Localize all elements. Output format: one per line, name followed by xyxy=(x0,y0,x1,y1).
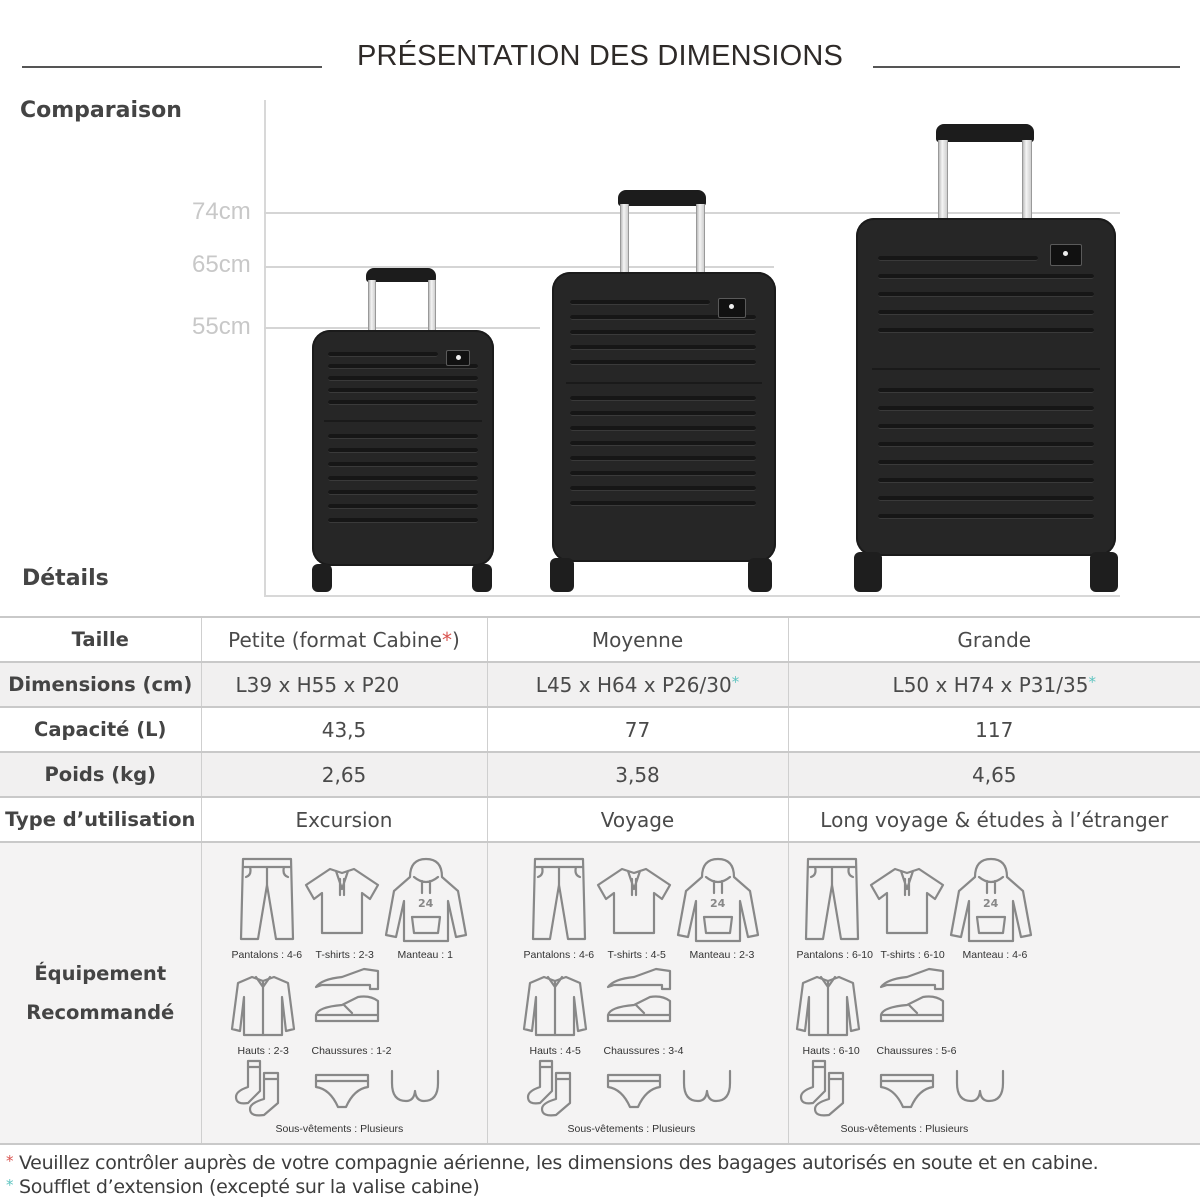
cell-size-large: Grande xyxy=(788,617,1200,662)
brand-badge-icon xyxy=(1050,244,1082,266)
label-shoes: Chaussures : 1-2 xyxy=(311,1045,392,1057)
hoodie-icon xyxy=(676,857,760,950)
title-divider-right xyxy=(873,66,1180,68)
label-tops: Hauts : 4-5 xyxy=(529,1045,581,1057)
label-underwear: Sous-vêtements : Plusieurs xyxy=(840,1123,969,1135)
label-tops: Hauts : 2-3 xyxy=(237,1045,289,1057)
equipment-cell-large xyxy=(788,842,1200,1144)
label-tshirts: T-shirts : 6-10 xyxy=(880,949,945,961)
suitcase-small-image xyxy=(308,266,498,596)
cell-usage-large: Long voyage & études à l’étranger xyxy=(788,797,1200,842)
shoes-icon xyxy=(877,967,947,1034)
tshirt-icon xyxy=(594,865,674,942)
cell-dimensions-large: L50 x H74 x P31/35* xyxy=(788,662,1200,707)
wheel-icon xyxy=(748,558,772,592)
asterisk-teal: * xyxy=(731,672,740,691)
briefs-icon xyxy=(606,1071,662,1116)
shirt-icon xyxy=(795,973,861,1042)
label-underwear: Sous-vêtements : Plusieurs xyxy=(567,1123,696,1135)
row-header-size: Taille xyxy=(0,617,201,662)
socks-icon xyxy=(799,1059,855,1122)
cell-capacity-small: 43,5 xyxy=(201,707,487,752)
row-header-usage: Type d’utilisation xyxy=(0,797,201,842)
equipment-cell-small xyxy=(201,842,487,1144)
label-tops: Hauts : 6-10 xyxy=(802,1045,860,1057)
wheel-icon xyxy=(472,564,492,592)
cell-capacity-medium: 77 xyxy=(487,707,788,752)
label-pants: Pantalons : 4-6 xyxy=(231,949,303,961)
section-label-comparison: Comparaison xyxy=(20,98,182,123)
asterisk-red: * xyxy=(6,1152,14,1170)
table-row-weight xyxy=(0,752,1200,797)
cell-capacity-large: 117 xyxy=(788,707,1200,752)
cell-dimensions-small: L39 x H55 x P20 xyxy=(201,662,487,707)
suitcase-pole xyxy=(620,204,629,274)
label-tshirts: T-shirts : 4-5 xyxy=(607,949,666,961)
label-coat: Manteau : 4-6 xyxy=(962,949,1028,961)
pants-icon xyxy=(803,855,861,948)
svg-text:24: 24 xyxy=(709,897,725,910)
cell-size-small: Petite (format Cabine*) xyxy=(201,617,487,662)
suitcase-handle xyxy=(936,124,1034,142)
row-header-equipment xyxy=(0,842,201,1144)
hoodie-icon xyxy=(949,857,1033,950)
suitcase-pole xyxy=(938,140,948,220)
specifications-table xyxy=(0,616,1200,1145)
footnote-text-1: Veuillez contrôler auprès de votre compagnie aérienne, les dimensions des bagages autorisés en soute et en cabine. xyxy=(18,1152,1099,1174)
cell-weight-medium: 3,58 xyxy=(487,752,788,797)
label-pants: Pantalons : 6-10 xyxy=(796,949,873,961)
label-coat: Manteau : 1 xyxy=(397,949,453,961)
tshirt-icon xyxy=(302,865,382,942)
equipment-cell-medium xyxy=(487,842,788,1144)
bra-icon xyxy=(388,1069,442,1110)
briefs-icon xyxy=(314,1071,370,1116)
suitcase-body xyxy=(312,330,494,566)
row-header-weight: Poids (kg) xyxy=(0,752,201,797)
socks-icon xyxy=(234,1059,290,1122)
suitcase-pole xyxy=(368,280,376,332)
table-row-size xyxy=(0,617,1200,662)
label-pants: Pantalons : 4-6 xyxy=(523,949,595,961)
asterisk-teal: * xyxy=(1088,672,1096,691)
suitcase-body xyxy=(552,272,776,562)
label-underwear: Sous-vêtements : Plusieurs xyxy=(275,1123,404,1135)
socks-icon xyxy=(526,1059,582,1122)
title-row xyxy=(0,36,1200,80)
table-row-dimensions xyxy=(0,662,1200,707)
chart-vertical-axis xyxy=(264,100,266,596)
label-coat: Manteau : 2-3 xyxy=(689,949,755,961)
footnote-airline-check xyxy=(6,1152,1098,1174)
suitcase-handle xyxy=(618,190,706,206)
brand-badge-icon xyxy=(446,350,470,366)
svg-text:24: 24 xyxy=(982,897,998,910)
table-row-equipment xyxy=(0,842,1200,1144)
tshirt-icon xyxy=(867,865,947,942)
row-header-dimensions: Dimensions (cm) xyxy=(0,662,201,707)
footnote-expansion xyxy=(6,1176,479,1198)
suitcase-body xyxy=(856,218,1116,556)
shirt-icon xyxy=(230,973,296,1042)
wheel-icon xyxy=(1090,552,1118,592)
cell-weight-large: 4,65 xyxy=(788,752,1200,797)
label-shoes: Chaussures : 5-6 xyxy=(876,1045,957,1057)
cell-weight-small: 2,65 xyxy=(201,752,487,797)
suitcase-handle xyxy=(366,268,436,282)
bra-icon xyxy=(680,1069,734,1110)
pants-icon xyxy=(530,855,588,948)
asterisk-teal: * xyxy=(6,1176,14,1194)
tick-label-74: 74cm xyxy=(192,198,251,225)
asterisk-red: * xyxy=(442,627,453,652)
bra-icon xyxy=(953,1069,1007,1110)
row-header-capacity: Capacité (L) xyxy=(0,707,201,752)
hoodie-icon xyxy=(384,857,468,950)
table-row-usage xyxy=(0,797,1200,842)
suitcase-pole xyxy=(696,204,705,274)
suitcase-pole xyxy=(428,280,436,332)
pants-icon xyxy=(238,855,296,948)
briefs-icon xyxy=(879,1071,935,1116)
label-tshirts: T-shirts : 2-3 xyxy=(315,949,374,961)
cell-usage-medium: Voyage xyxy=(487,797,788,842)
tick-label-55: 55cm xyxy=(192,313,251,340)
table-row-capacity xyxy=(0,707,1200,752)
shoes-icon xyxy=(312,967,382,1034)
suitcase-pole xyxy=(1022,140,1032,220)
cell-size-medium: Moyenne xyxy=(487,617,788,662)
brand-badge-icon xyxy=(718,298,746,318)
footnote-text-2: Soufflet d’extension (excepté sur la valise cabine) xyxy=(18,1176,480,1198)
tick-label-65: 65cm xyxy=(192,251,251,278)
wheel-icon xyxy=(312,564,332,592)
shirt-icon xyxy=(522,973,588,1042)
section-label-details: Détails xyxy=(22,566,109,591)
equipment-label-line2: Recommandé xyxy=(26,1001,175,1024)
wheel-icon xyxy=(854,552,882,592)
page-title: PRÉSENTATION DES DIMENSIONS xyxy=(356,40,844,72)
suitcase-medium-image xyxy=(548,188,780,596)
cell-dimensions-medium: L45 x H64 x P26/30* xyxy=(487,662,788,707)
suitcase-large-image xyxy=(852,122,1122,596)
equipment-label-line1: Équipement xyxy=(34,962,167,985)
svg-text:24: 24 xyxy=(417,897,433,910)
wheel-icon xyxy=(550,558,574,592)
label-shoes: Chaussures : 3-4 xyxy=(603,1045,684,1057)
cell-usage-small: Excursion xyxy=(201,797,487,842)
shoes-icon xyxy=(604,967,674,1034)
